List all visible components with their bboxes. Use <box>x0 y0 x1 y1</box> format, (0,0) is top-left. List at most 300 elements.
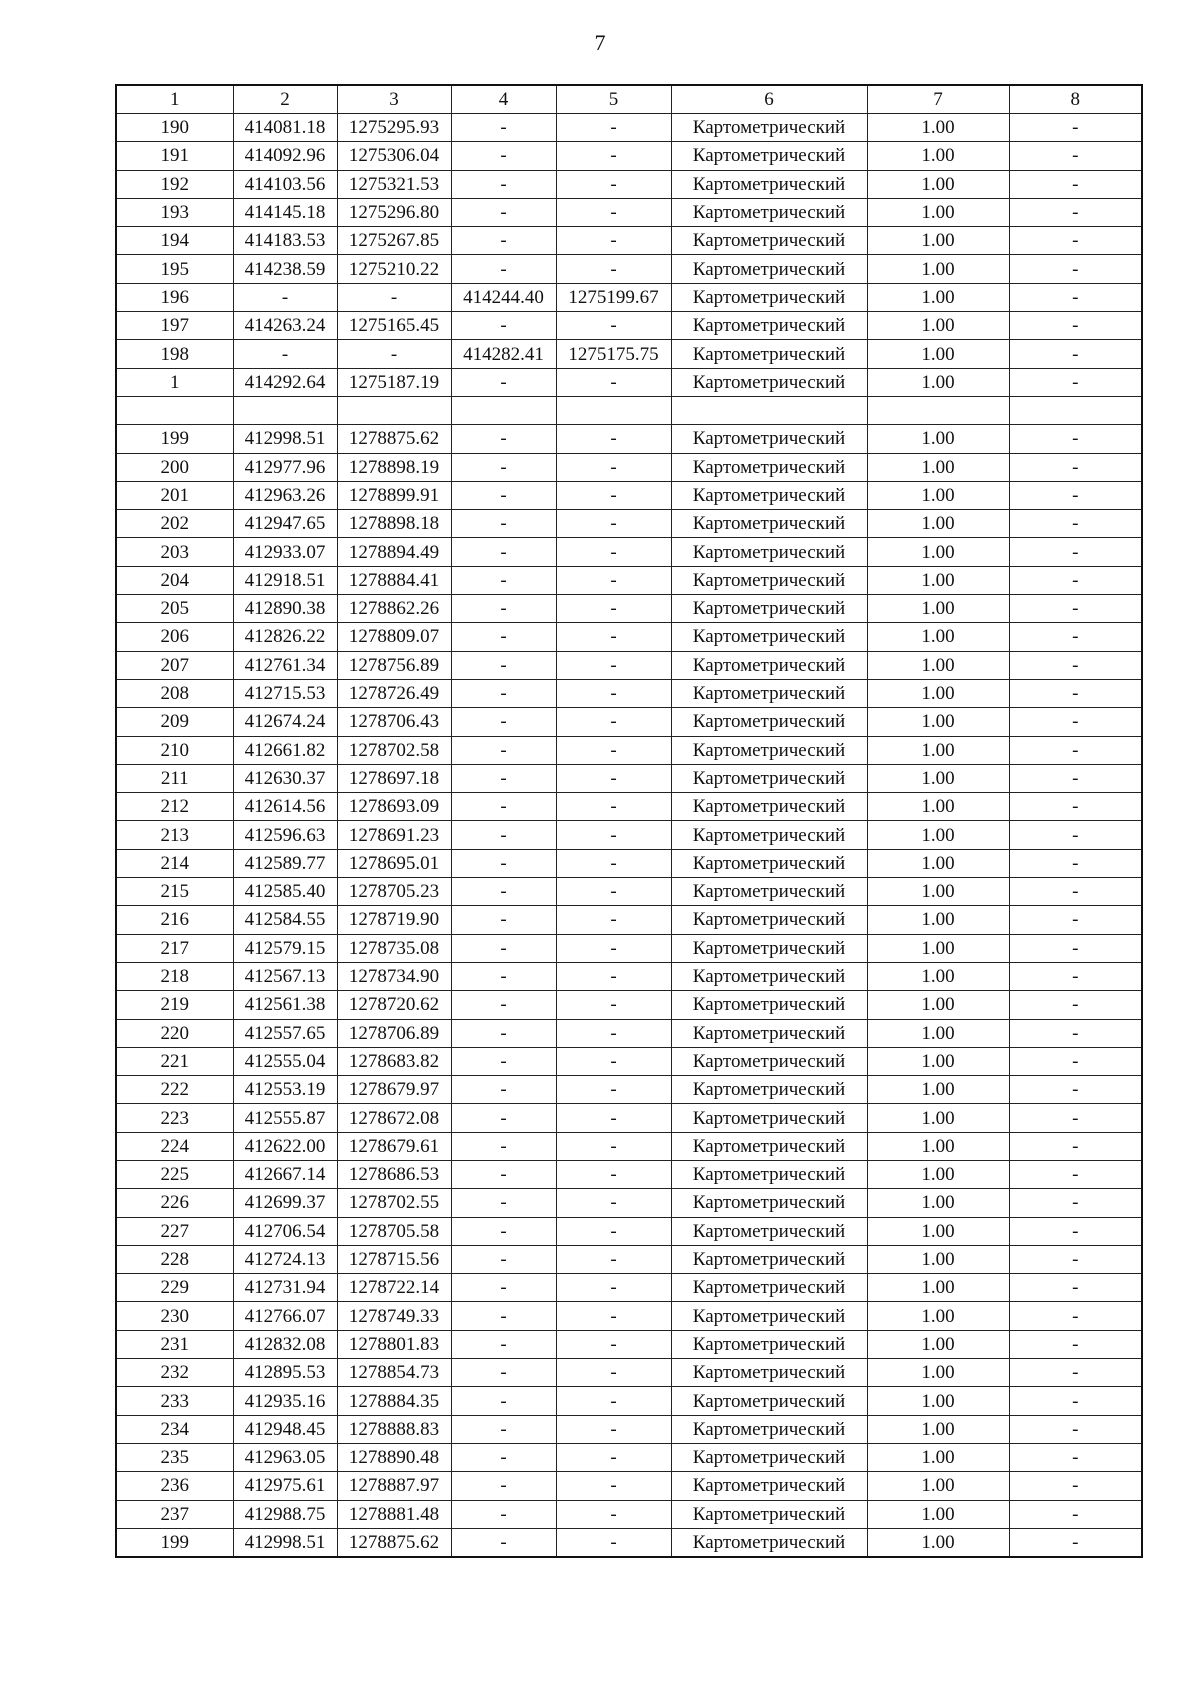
table-row <box>116 538 1142 566</box>
column-header-2: 2 <box>233 85 337 114</box>
table-row <box>116 821 1142 849</box>
table-cell-col-6: Картометрический <box>671 1500 867 1528</box>
table-row <box>116 1132 1142 1160</box>
table-cell-col-8: - <box>1009 1274 1142 1302</box>
table-cell-col-3: 1278890.48 <box>337 1443 451 1471</box>
table-cell-col-3: - <box>337 283 451 311</box>
table-cell-col-1: 224 <box>116 1132 233 1160</box>
table-cell-col-3: 1278887.97 <box>337 1472 451 1500</box>
table-cell-col-6: Картометрический <box>671 821 867 849</box>
table-cell-col-7: 1.00 <box>867 1302 1009 1330</box>
table-cell-col-5: - <box>556 1359 671 1387</box>
table-cell-col-8: - <box>1009 1076 1142 1104</box>
table-cell-col-5: 1275175.75 <box>556 340 671 368</box>
table-cell-col-1: 230 <box>116 1302 233 1330</box>
table-cell-col-8: - <box>1009 1359 1142 1387</box>
table-cell-col-8: - <box>1009 538 1142 566</box>
table-cell-col-1: 204 <box>116 566 233 594</box>
table-cell-col-4: - <box>451 1359 556 1387</box>
table-cell-col-4: - <box>451 538 556 566</box>
table-cell-col-2: 412731.94 <box>233 1274 337 1302</box>
table-cell-col-7: 1.00 <box>867 425 1009 453</box>
table-row <box>116 962 1142 990</box>
table-cell-col-4: - <box>451 1472 556 1500</box>
table-cell-col-5: - <box>556 1472 671 1500</box>
table-cell-col-4: - <box>451 1274 556 1302</box>
table-cell-col-3: 1278686.53 <box>337 1160 451 1188</box>
table-cell-col-8: - <box>1009 1330 1142 1358</box>
table-cell-col-1: 200 <box>116 453 233 481</box>
table-cell-col-3: 1278894.49 <box>337 538 451 566</box>
table-cell-col-2: 412622.00 <box>233 1132 337 1160</box>
table-cell-col-3: 1278735.08 <box>337 934 451 962</box>
table-cell-col-3: 1278702.55 <box>337 1189 451 1217</box>
table-cell-col-1: 206 <box>116 623 233 651</box>
table-cell-col-3: 1275267.85 <box>337 227 451 255</box>
table-row <box>116 1330 1142 1358</box>
table-cell-col-1: 213 <box>116 821 233 849</box>
table-cell-col-4: - <box>451 623 556 651</box>
table-row <box>116 170 1142 198</box>
table-cell-col-3: 1275296.80 <box>337 198 451 226</box>
table-cell-col-3: 1278756.89 <box>337 651 451 679</box>
table-cell-col-2: 412963.26 <box>233 481 337 509</box>
table-cell-col-3: 1278881.48 <box>337 1500 451 1528</box>
table-cell-col-4: - <box>451 651 556 679</box>
table-cell-col-5: - <box>556 170 671 198</box>
table-cell-col-8: - <box>1009 1415 1142 1443</box>
table-cell-col-3: 1278899.91 <box>337 481 451 509</box>
table-cell-col-2: 412998.51 <box>233 425 337 453</box>
table-cell-col-2: 412890.38 <box>233 595 337 623</box>
table-cell-col-8: - <box>1009 934 1142 962</box>
table-cell-col-7: 1.00 <box>867 198 1009 226</box>
column-header-8: 8 <box>1009 85 1142 114</box>
table-cell-col-8: - <box>1009 679 1142 707</box>
table-row <box>116 679 1142 707</box>
table-cell-col-6: Картометрический <box>671 566 867 594</box>
table-cell-col-3: 1275187.19 <box>337 368 451 396</box>
table-row <box>116 227 1142 255</box>
table-cell-col-8: - <box>1009 1302 1142 1330</box>
table-cell-col-5: - <box>556 368 671 396</box>
table-cell-col-4: - <box>451 1132 556 1160</box>
table-cell-col-7: 1.00 <box>867 849 1009 877</box>
table-cell-col-4: 414282.41 <box>451 340 556 368</box>
table-cell-col-6: Картометрический <box>671 283 867 311</box>
table-cell-col-8: - <box>1009 764 1142 792</box>
table-cell-col-8: - <box>1009 595 1142 623</box>
table-cell-col-5: 1275199.67 <box>556 283 671 311</box>
table-cell-col-1: 226 <box>116 1189 233 1217</box>
table-cell-col-4: - <box>451 1047 556 1075</box>
table-cell-col-3: 1278734.90 <box>337 962 451 990</box>
table-cell-col-8: - <box>1009 1132 1142 1160</box>
table-cell-col-2: 412567.13 <box>233 962 337 990</box>
table-cell-col-1: 201 <box>116 481 233 509</box>
table-cell-col-5: - <box>556 1047 671 1075</box>
table-cell-col-6: Картометрический <box>671 1415 867 1443</box>
table-cell-col-7: 1.00 <box>867 623 1009 651</box>
table-cell-col-8: - <box>1009 991 1142 1019</box>
table-cell-col-2: 414145.18 <box>233 198 337 226</box>
table-cell-col-1: 202 <box>116 510 233 538</box>
table-cell-col-3: 1278697.18 <box>337 764 451 792</box>
table-cell-col-1: 191 <box>116 142 233 170</box>
column-header-7: 7 <box>867 85 1009 114</box>
table-row <box>116 1047 1142 1075</box>
table-cell-col-7: 1.00 <box>867 764 1009 792</box>
table-row <box>116 198 1142 226</box>
table-cell-col-1 <box>116 396 233 424</box>
table-cell-col-2: 412557.65 <box>233 1019 337 1047</box>
table-cell-col-2: 412585.40 <box>233 878 337 906</box>
table-cell-col-8: - <box>1009 651 1142 679</box>
table-cell-col-7: 1.00 <box>867 1019 1009 1047</box>
table-cell-col-3: 1275295.93 <box>337 114 451 142</box>
table-cell-col-7: 1.00 <box>867 510 1009 538</box>
table-cell-col-6: Картометрический <box>671 962 867 990</box>
table-cell-col-6: Картометрический <box>671 1387 867 1415</box>
table-cell-col-7: 1.00 <box>867 1415 1009 1443</box>
table-cell-col-3: 1275165.45 <box>337 312 451 340</box>
table-cell-col-8: - <box>1009 227 1142 255</box>
table-cell-col-3: 1275210.22 <box>337 255 451 283</box>
table-cell-col-2: 412933.07 <box>233 538 337 566</box>
table-cell-col-3: 1278702.58 <box>337 736 451 764</box>
table-cell-col-8: - <box>1009 1189 1142 1217</box>
table-cell-col-8: - <box>1009 1047 1142 1075</box>
table-row <box>116 1359 1142 1387</box>
table-cell-col-5: - <box>556 538 671 566</box>
table-cell-col-7: 1.00 <box>867 1047 1009 1075</box>
table-cell-col-5: - <box>556 1076 671 1104</box>
table-cell-col-7: 1.00 <box>867 1387 1009 1415</box>
table-cell-col-6: Картометрический <box>671 906 867 934</box>
table-cell-col-3: 1278888.83 <box>337 1415 451 1443</box>
table-cell-col-5: - <box>556 1132 671 1160</box>
table-row <box>116 142 1142 170</box>
table-cell-col-5: - <box>556 736 671 764</box>
table-cell-col-7 <box>867 396 1009 424</box>
table-cell-col-2: 414263.24 <box>233 312 337 340</box>
table-cell-col-5: - <box>556 1274 671 1302</box>
table-cell-col-2: 412947.65 <box>233 510 337 538</box>
table-cell-col-5: - <box>556 425 671 453</box>
table-cell-col-8: - <box>1009 849 1142 877</box>
table-cell-col-6: Картометрический <box>671 623 867 651</box>
table-row <box>116 1387 1142 1415</box>
table-row <box>116 368 1142 396</box>
table-row <box>116 1245 1142 1273</box>
table-cell-col-6: Картометрический <box>671 1019 867 1047</box>
table-cell-col-6: Картометрический <box>671 1528 867 1557</box>
table-cell-col-1: 235 <box>116 1443 233 1471</box>
table-cell-col-6: Картометрический <box>671 368 867 396</box>
table-row <box>116 708 1142 736</box>
table-cell-col-7: 1.00 <box>867 1443 1009 1471</box>
table-cell-col-6: Картометрический <box>671 1076 867 1104</box>
table-cell-col-1: 229 <box>116 1274 233 1302</box>
table-cell-col-8: - <box>1009 1160 1142 1188</box>
table-cell-col-8: - <box>1009 1443 1142 1471</box>
table-cell-col-6: Картометрический <box>671 198 867 226</box>
table-cell-col-6: Картометрический <box>671 679 867 707</box>
table-cell-col-2: 412975.61 <box>233 1472 337 1500</box>
table-cell-col-2: 412555.04 <box>233 1047 337 1075</box>
table-cell-col-3: 1278706.89 <box>337 1019 451 1047</box>
table-cell-col-5: - <box>556 708 671 736</box>
table-cell-col-1: 194 <box>116 227 233 255</box>
table-cell-col-2: 414238.59 <box>233 255 337 283</box>
table-cell-col-4: - <box>451 170 556 198</box>
table-cell-col-5: - <box>556 1302 671 1330</box>
table-row <box>116 1528 1142 1557</box>
table-cell-col-6: Картометрический <box>671 1160 867 1188</box>
table-cell-col-2: 412555.87 <box>233 1104 337 1132</box>
column-header-6: 6 <box>671 85 867 114</box>
table-cell-col-4: - <box>451 1189 556 1217</box>
table-cell-col-3: 1278679.61 <box>337 1132 451 1160</box>
table-cell-col-8: - <box>1009 114 1142 142</box>
table-cell-col-3: 1275321.53 <box>337 170 451 198</box>
table-cell-col-7: 1.00 <box>867 227 1009 255</box>
table-cell-col-7: 1.00 <box>867 1076 1009 1104</box>
table-cell-col-5 <box>556 396 671 424</box>
table-cell-col-8: - <box>1009 708 1142 736</box>
table-cell-col-1: 214 <box>116 849 233 877</box>
table-cell-col-4: - <box>451 962 556 990</box>
table-cell-col-4: - <box>451 114 556 142</box>
table-cell-col-2: - <box>233 340 337 368</box>
table-cell-col-1: 199 <box>116 1528 233 1557</box>
table-cell-col-2: 414103.56 <box>233 170 337 198</box>
table-cell-col-5: - <box>556 793 671 821</box>
table-cell-col-7: 1.00 <box>867 1330 1009 1358</box>
table-cell-col-7: 1.00 <box>867 595 1009 623</box>
table-cell-col-6: Картометрический <box>671 227 867 255</box>
table-cell-col-3: 1278862.26 <box>337 595 451 623</box>
table-cell-col-6: Картометрический <box>671 764 867 792</box>
table-cell-col-7: 1.00 <box>867 538 1009 566</box>
table-cell-col-5: - <box>556 312 671 340</box>
table-cell-col-1: 193 <box>116 198 233 226</box>
table-cell-col-7: 1.00 <box>867 962 1009 990</box>
table-cell-col-3 <box>337 396 451 424</box>
table-cell-col-2: 412948.45 <box>233 1415 337 1443</box>
table-cell-col-2: 412630.37 <box>233 764 337 792</box>
table-cell-col-4: - <box>451 425 556 453</box>
table-row <box>116 906 1142 934</box>
table-cell-col-6: Картометрический <box>671 453 867 481</box>
table-cell-col-7: 1.00 <box>867 1528 1009 1557</box>
table-row <box>116 595 1142 623</box>
table-cell-col-4: - <box>451 1245 556 1273</box>
table-row <box>116 1076 1142 1104</box>
table-cell-col-3: 1278875.62 <box>337 425 451 453</box>
table-cell-col-4: - <box>451 708 556 736</box>
table-cell-col-2: 412895.53 <box>233 1359 337 1387</box>
table-row <box>116 510 1142 538</box>
table-row <box>116 1472 1142 1500</box>
table-row <box>116 849 1142 877</box>
table-cell-col-1: 192 <box>116 170 233 198</box>
table-cell-col-7: 1.00 <box>867 283 1009 311</box>
table-cell-col-8: - <box>1009 793 1142 821</box>
table-cell-col-1: 197 <box>116 312 233 340</box>
table-cell-col-6: Картометрический <box>671 651 867 679</box>
table-cell-col-3: 1278679.97 <box>337 1076 451 1104</box>
table-row <box>116 793 1142 821</box>
table-cell-col-2: 412826.22 <box>233 623 337 651</box>
table-cell-col-2 <box>233 396 337 424</box>
page-number: 7 <box>594 30 606 55</box>
table-cell-col-7: 1.00 <box>867 679 1009 707</box>
table-cell-col-1: 223 <box>116 1104 233 1132</box>
table-cell-col-5: - <box>556 821 671 849</box>
table-cell-col-5: - <box>556 878 671 906</box>
table-cell-col-5: - <box>556 595 671 623</box>
table-cell-col-7: 1.00 <box>867 481 1009 509</box>
column-header-1: 1 <box>116 85 233 114</box>
column-header-5: 5 <box>556 85 671 114</box>
table-cell-col-1: 195 <box>116 255 233 283</box>
table-cell-col-4: - <box>451 991 556 1019</box>
table-cell-col-4: - <box>451 1076 556 1104</box>
table-cell-col-6: Картометрический <box>671 708 867 736</box>
table-cell-col-3: 1278693.09 <box>337 793 451 821</box>
table-cell-col-1: 208 <box>116 679 233 707</box>
table-cell-col-4: - <box>451 368 556 396</box>
table-row <box>116 736 1142 764</box>
table-cell-col-5: - <box>556 934 671 962</box>
table-cell-col-2: 414183.53 <box>233 227 337 255</box>
table-cell-col-6: Картометрический <box>671 1472 867 1500</box>
table-cell-col-1: 217 <box>116 934 233 962</box>
table-cell-col-8: - <box>1009 623 1142 651</box>
table-cell-col-5: - <box>556 962 671 990</box>
table-cell-col-8: - <box>1009 283 1142 311</box>
table-cell-col-2: 412715.53 <box>233 679 337 707</box>
table-cell-col-6: Картометрический <box>671 1443 867 1471</box>
table-cell-col-2: 412706.54 <box>233 1217 337 1245</box>
table-cell-col-6: Картометрический <box>671 1359 867 1387</box>
table-row <box>116 453 1142 481</box>
table-cell-col-4: - <box>451 906 556 934</box>
table-cell-col-8: - <box>1009 1245 1142 1273</box>
table-cell-col-8: - <box>1009 736 1142 764</box>
table-cell-col-5: - <box>556 510 671 538</box>
table-cell-col-4: - <box>451 1019 556 1047</box>
table-cell-col-2: 412977.96 <box>233 453 337 481</box>
table-cell-col-2: 412963.05 <box>233 1443 337 1471</box>
table-cell-col-3: 1278726.49 <box>337 679 451 707</box>
table-cell-col-7: 1.00 <box>867 1217 1009 1245</box>
table-cell-col-1: 218 <box>116 962 233 990</box>
table-cell-col-5: - <box>556 1189 671 1217</box>
table-cell-col-1: 199 <box>116 425 233 453</box>
table-cell-col-3: - <box>337 340 451 368</box>
table-cell-col-6: Картометрический <box>671 1245 867 1273</box>
table-cell-col-7: 1.00 <box>867 566 1009 594</box>
table-cell-col-1: 228 <box>116 1245 233 1273</box>
table-cell-col-1: 207 <box>116 651 233 679</box>
table-cell-col-1: 211 <box>116 764 233 792</box>
table-cell-col-4: - <box>451 764 556 792</box>
table-cell-col-3: 1278898.19 <box>337 453 451 481</box>
table-cell-col-4: - <box>451 481 556 509</box>
table-cell-col-4: - <box>451 227 556 255</box>
table-cell-col-4: - <box>451 1104 556 1132</box>
coordinates-table <box>115 84 1143 1558</box>
table-cell-col-8: - <box>1009 198 1142 226</box>
table-cell-col-6: Картометрический <box>671 170 867 198</box>
table-cell-col-4: - <box>451 821 556 849</box>
table-cell-col-8: - <box>1009 142 1142 170</box>
table-cell-col-1: 222 <box>116 1076 233 1104</box>
table-cell-col-1: 231 <box>116 1330 233 1358</box>
table-cell-col-5: - <box>556 114 671 142</box>
table-cell-col-1: 225 <box>116 1160 233 1188</box>
table-cell-col-6 <box>671 396 867 424</box>
column-header-3: 3 <box>337 85 451 114</box>
table-cell-col-5: - <box>556 651 671 679</box>
table-cell-col-7: 1.00 <box>867 708 1009 736</box>
table-cell-col-2: 412667.14 <box>233 1160 337 1188</box>
table-cell-col-6: Картометрический <box>671 340 867 368</box>
table-cell-col-7: 1.00 <box>867 255 1009 283</box>
table-cell-col-3: 1278691.23 <box>337 821 451 849</box>
table-cell-col-1: 220 <box>116 1019 233 1047</box>
table-cell-col-5: - <box>556 1528 671 1557</box>
table-cell-col-1: 236 <box>116 1472 233 1500</box>
table-row <box>116 1500 1142 1528</box>
table-cell-col-3: 1278720.62 <box>337 991 451 1019</box>
table-cell-col-4: - <box>451 679 556 707</box>
table-cell-col-6: Картометрический <box>671 538 867 566</box>
table-cell-col-2: 412661.82 <box>233 736 337 764</box>
table-cell-col-7: 1.00 <box>867 1274 1009 1302</box>
table-cell-col-3: 1278898.18 <box>337 510 451 538</box>
table-cell-col-5: - <box>556 1500 671 1528</box>
table-cell-col-8: - <box>1009 821 1142 849</box>
table-cell-col-8: - <box>1009 566 1142 594</box>
table-cell-col-8: - <box>1009 1104 1142 1132</box>
table-cell-col-6: Картометрический <box>671 595 867 623</box>
table-cell-col-6: Картометрический <box>671 1274 867 1302</box>
table-cell-col-3: 1278705.58 <box>337 1217 451 1245</box>
table-row <box>116 1302 1142 1330</box>
table-cell-col-7: 1.00 <box>867 1189 1009 1217</box>
table-cell-col-8: - <box>1009 368 1142 396</box>
table-cell-col-5: - <box>556 227 671 255</box>
table-row <box>116 764 1142 792</box>
table-row <box>116 114 1142 142</box>
table-row <box>116 481 1142 509</box>
table-cell-col-5: - <box>556 566 671 594</box>
table-cell-col-4: - <box>451 849 556 877</box>
table-row <box>116 255 1142 283</box>
table-cell-col-1: 198 <box>116 340 233 368</box>
table-row <box>116 396 1142 424</box>
table-cell-col-5: - <box>556 906 671 934</box>
table-cell-col-2: 412766.07 <box>233 1302 337 1330</box>
table-cell-col-7: 1.00 <box>867 878 1009 906</box>
table-cell-col-2: 412584.55 <box>233 906 337 934</box>
table-cell-col-7: 1.00 <box>867 793 1009 821</box>
table-cell-col-8: - <box>1009 453 1142 481</box>
table-cell-col-5: - <box>556 198 671 226</box>
